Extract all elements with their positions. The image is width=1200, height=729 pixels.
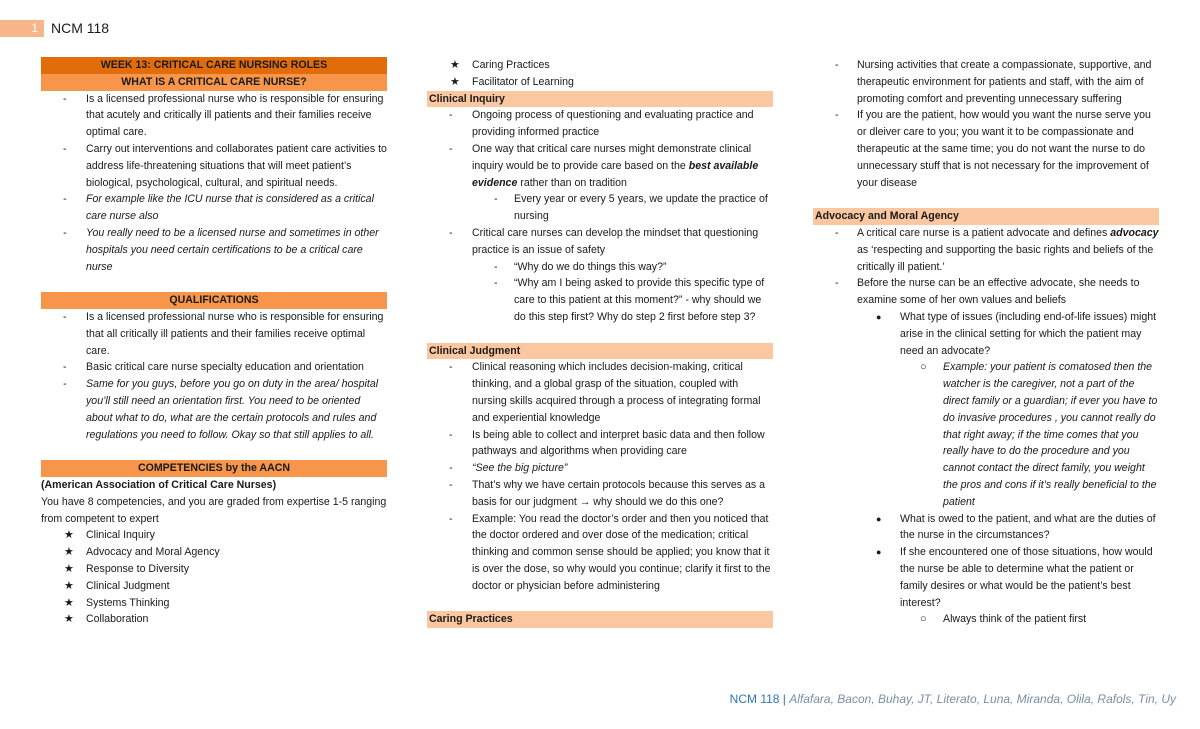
section-clinical-judgment-title: Clinical Judgment xyxy=(427,343,773,360)
bullet-icon: ● xyxy=(876,311,882,322)
list-item: - You really need to be a licensed nurse and sometimes in other hospitals you need certain certifications to be a critical care nurse xyxy=(63,226,379,273)
list-item: - Carry out interventions and collaborates patient care activities to address life-threatening situations that will meet patient’s biological, psychological, cultural, and spiritual needs. xyxy=(63,142,387,189)
circle-bullet-icon: ○ xyxy=(920,613,927,626)
header-course: NCM 118 xyxy=(51,20,110,36)
list-item: ★ Caring Practices xyxy=(427,57,773,74)
list-item: - Ongoing process of questioning and evaluating practice and providing informed practice xyxy=(449,109,754,139)
list-item: - For example like the ICU nurse that is considered as a critical care nurse also xyxy=(63,193,374,223)
list-item: ★ Clinical Judgment xyxy=(41,578,387,595)
list-item: ○ Always think of the patient first xyxy=(813,611,1159,628)
list-item: ★ Advocacy and Moral Agency xyxy=(41,544,387,561)
bullet-icon: ● xyxy=(876,513,882,524)
list-item: ● What type of issues (including end-of-life issues) might arise in the clinical setting for which the patient may need an advocate? xyxy=(876,310,1157,357)
list-item: - Is a licensed professional nurse who is responsible for ensuring that all critically ill patients and their families receive optimal care. xyxy=(63,310,384,357)
list-item: - “Why do we do things this way?” xyxy=(494,260,667,273)
list-item: ○ Example: your patient is comatosed then the watcher is the caregiver, not a part of the direct family or a guardian; if ever you have to do invasive procedures , you cannot really do that right away; if the time comes that you really have to do the procedure and you cannot contact the direct family, you weight the pros and cons if it’s really beneficial to the patient xyxy=(920,361,1158,508)
list-item: ★ Response to Diversity xyxy=(41,561,387,578)
star-icon: ★ xyxy=(64,562,74,575)
list-item: - Every year or every 5 years, we update the practice of nursing xyxy=(494,193,768,223)
competencies-subtitle: (American Association of Critical Care Nurses) xyxy=(41,478,277,491)
section-what-title: WHAT IS A CRITICAL CARE NURSE? xyxy=(41,74,387,91)
star-icon: ★ xyxy=(450,59,460,71)
star-icon: ★ xyxy=(64,579,74,592)
section-caring-practices-title: Caring Practices xyxy=(427,611,773,628)
list-item: - Is being able to collect and interpret basic data and then follow pathways and algorithms when providing care xyxy=(449,428,765,458)
list-item: - Critical care nurses can develop the mindset that questioning practice is an issue of safety xyxy=(449,226,759,256)
competencies-intro: You have 8 competencies, and you are graded from expertise 1-5 ranging from competent to expert xyxy=(41,495,387,525)
star-icon: ★ xyxy=(64,613,74,626)
circle-bullet-icon: ○ xyxy=(920,361,927,374)
section-qualifications-title: QUALIFICATIONS xyxy=(41,292,387,309)
section-advocacy-title: Advocacy and Moral Agency xyxy=(813,208,1159,225)
star-icon: ★ xyxy=(64,546,74,559)
list-item: ★ Collaboration xyxy=(41,611,387,628)
list-item: - That’s why we have certain protocols because this serves as a basis for our judgment → why should we do this one? xyxy=(449,478,766,508)
section-week-title: WEEK 13: CRITICAL CARE NURSING ROLES xyxy=(41,57,387,74)
list-item: - Nursing activities that create a compassionate, supportive, and therapeutic environment for patients and staff, with the aim of promoting comfort and preventing unnecessary suffering xyxy=(835,59,1152,105)
star-icon: ★ xyxy=(450,75,460,88)
column-3 xyxy=(813,57,1159,628)
list-item: - “See the big picture” xyxy=(449,462,568,475)
footer-separator: | xyxy=(779,692,790,706)
list-item: - If you are the patient, how would you want the nurse serve you or dleiver care to you; you want it to be compassionate and therapeutic at the same time; you do not want the nurse to do unnecessary stuff that is not necessary for the improvement of your disease xyxy=(835,109,1151,189)
list-item: - Same for you guys, before you go on duty in the area/ hospital you’ll still need an orientation first. You need to be oriented about what to do, what are the certain protocols and rules and regulations you need to follow. Okay so that still applies to all. xyxy=(63,378,379,441)
star-icon: ★ xyxy=(64,529,74,542)
star-icon: ★ xyxy=(64,596,74,609)
list-item: - Before the nurse can be an effective advocate, she needs to examine some of her own values and beliefs xyxy=(835,277,1140,307)
list-item: - One way that critical care nurses might demonstrate clinical inquiry would be to provide care based on the best available evidence rather than on tradition xyxy=(449,142,759,189)
list-item: ★ Systems Thinking xyxy=(41,595,387,612)
list-item: - Is a licensed professional nurse who is responsible for ensuring that acutely and critically ill patients and their families receive optimal care. xyxy=(63,92,384,139)
footer-authors: Alfafara, Bacon, Buhay, JT, Literato, Luna, Miranda, Olila, Rafols, Tin, Uy xyxy=(789,692,1176,706)
column-1 xyxy=(41,57,387,628)
list-item: - Basic critical care nurse specialty education and orientation xyxy=(63,361,364,374)
list-item: ★ Clinical Inquiry xyxy=(41,527,387,544)
page-footer xyxy=(730,691,1176,707)
bullet-icon: ● xyxy=(876,547,882,558)
list-item: - “Why am I being asked to provide this specific type of care to this patient at this moment?” - why should we do this step first? Why do step 2 first before step 3? xyxy=(494,277,765,323)
list-item: ● What is owed to the patient, and what are the duties of the nurse in the circumstances? xyxy=(876,512,1156,542)
list-item: - A critical care nurse is a patient advocate and defines advocacy as ‘respecting and supporting the basic rights and beliefs of the critically ill patient.’ xyxy=(835,226,1159,273)
section-clinical-inquiry-title: Clinical Inquiry xyxy=(427,91,773,108)
list-item: - Clinical reasoning which includes decision-making, critical thinking, and a global grasp of the situation, coupled with nursing skills acquired through a process of integrating formal and experiential knowledge xyxy=(449,361,761,424)
list-item: - Example: You read the doctor’s order and then you noticed that the doctor ordered and over dose of the medication; critical thinking and common sense should be applied; you know that it is over the dose, so why would you continue; clarify it first to the doctor or physician before administering xyxy=(449,512,771,592)
page-header xyxy=(0,20,300,37)
list-item: ● If she encountered one of those situations, how would the nurse be able to determine what the patient or family desires or what would be the patient’s best interest? xyxy=(876,546,1153,609)
footer-course: NCM 118 xyxy=(729,692,780,706)
column-2 xyxy=(427,57,773,628)
page-number: 1 xyxy=(0,20,44,37)
list-item: ★ Facilitator of Learning xyxy=(427,74,773,91)
section-competencies-title: COMPETENCIES by the AACN xyxy=(41,460,387,477)
